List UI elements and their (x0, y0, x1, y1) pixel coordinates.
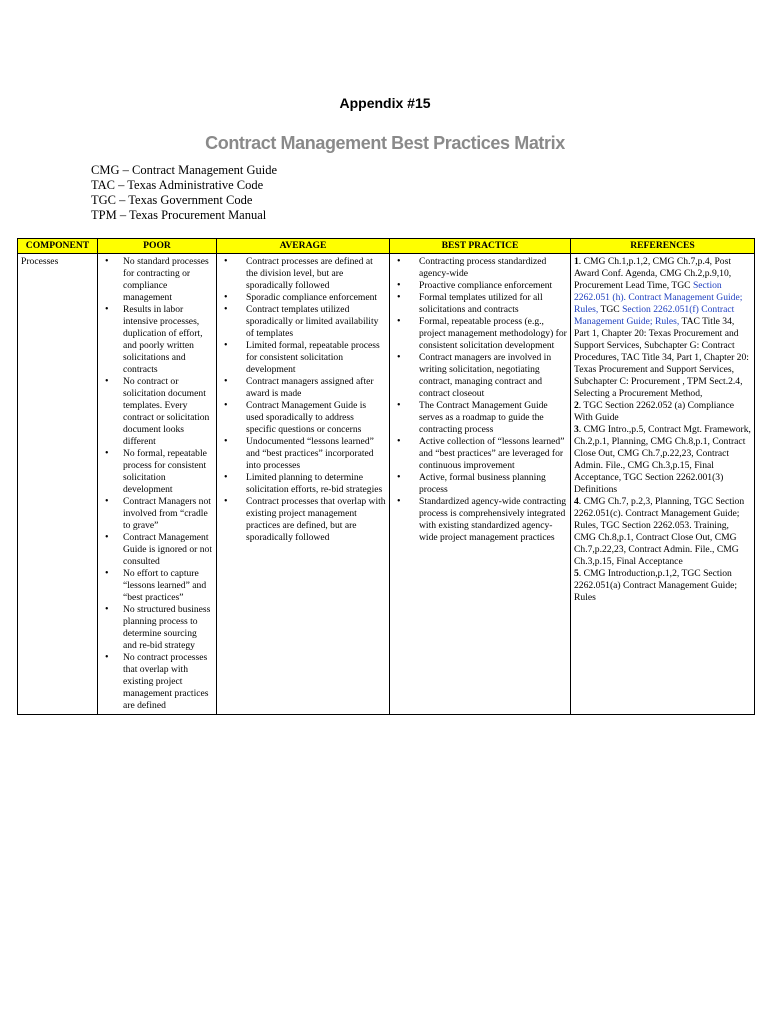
best-practice-cell (390, 254, 571, 715)
reference-1 (574, 256, 751, 400)
appendix-label: Appendix #15 (339, 95, 431, 111)
reference-text: TGC (598, 304, 623, 315)
references-cell (571, 254, 755, 715)
poor-item: • No formal, repeatable process for consistent solicitation development (101, 448, 213, 496)
header-component: COMPONENT (18, 239, 98, 254)
best-practice-item: • The Contract Management Guide serves as a roadmap to guide the contracting process (393, 400, 567, 436)
average-item: • Sporadic compliance enforcement (220, 292, 386, 304)
best-practices-matrix (17, 238, 755, 715)
reference-4 (574, 496, 751, 568)
reference-text: . CMG Intro.,p.5, Contract Mgt. Framework, Ch.2,p.1, Planning, CMG Ch.8,p.1, Contract Close Out, CMG Ch.7,p.22,23, Contract Admin. File., CMG Ch.3,p.15, Final Acceptance, TGC Section 2262.001(3) Definitions (574, 424, 751, 495)
average-item: • Contract managers assigned after award is made (220, 376, 386, 400)
poor-item: • No structured business planning process to determine sourcing and re-bid strategy (101, 604, 213, 652)
average-item: • Limited planning to determine solicitation efforts, re-bid strategies (220, 472, 386, 496)
poor-item: • Results in labor intensive processes, duplication of effort, and poorly written solicitations and contracts (101, 304, 213, 376)
best-practice-item: • Active, formal business planning process (393, 472, 567, 496)
reference-number: 5 (574, 568, 579, 579)
reference-5 (574, 568, 751, 604)
reference-3 (574, 424, 751, 496)
average-cell (217, 254, 390, 715)
abbreviation-tpm: TPM – Texas Procurement Manual (91, 208, 267, 222)
abbreviation-tgc: TGC – Texas Government Code (91, 193, 253, 207)
reference-text: TAC Title 34, Part 1, Chapter 20: Texas Procurement and Support Services, Subchapter G: Contract Procedures, TAC Title 34, Part 1, Chapter 20: Texas Procurement and Support Services, Subchapter C: Procurement , TPM Sect.2.4, Selecting a Procurement Method, (574, 316, 749, 399)
average-item: • Contract processes that overlap with existing project management practices are defined, but are sporadically followed (220, 496, 386, 544)
best-practice-item: • Contract managers are involved in writing solicitation, negotiating contract, managing contract and contract closeout (393, 352, 567, 400)
reference-number: 4 (574, 496, 579, 507)
reference-text: . CMG Ch.7, p.2,3, Planning, TGC Section 2262.051(c). Contract Management Guide; Rules, TGC Section 2262.053. Training, CMG Ch.8,p.1, Contract Close Out, CMG Ch.7,p.22,23, Contract Admin. File., CMG Ch.3,p.15, Final Acceptance (574, 496, 745, 567)
poor-item: • No contract processes that overlap with existing project management practices are defined (101, 652, 213, 712)
reference-link[interactable]: Section 2262.051 (h). Contract Management Guide; Rules, (574, 280, 743, 315)
poor-item: • Contract Management Guide is ignored or not consulted (101, 532, 213, 568)
best-practice-item: • Proactive compliance enforcement (393, 280, 567, 292)
header-row (18, 239, 755, 254)
best-practice-item: • Active collection of “lessons learned” and “best practices” are leveraged for continuous improvement (393, 436, 567, 472)
reference-text: . CMG Ch.1,p.1,2, CMG Ch.7,p.4, Post Award Conf. Agenda, CMG Ch.2,p.9,10, Procurement Lead Time, TGC (574, 256, 732, 291)
header-references: REFERENCES (571, 239, 755, 254)
table-row (18, 254, 755, 715)
header-best-practice: BEST PRACTICE (390, 239, 571, 254)
average-item: • Contract templates utilized sporadically or limited availability of templates (220, 304, 386, 340)
reference-2 (574, 400, 751, 424)
poor-cell (98, 254, 217, 715)
best-practice-item: • Formal, repeatable process (e.g., project management methodology) for consistent solicitation development (393, 316, 567, 352)
average-item: • Undocumented “lessons learned” and “best practices” incorporated into processes (220, 436, 386, 472)
document-title: Contract Management Best Practices Matrix (205, 133, 565, 153)
header-poor: POOR (98, 239, 217, 254)
abbreviation-tac: TAC – Texas Administrative Code (91, 178, 264, 192)
best-practice-item: • Standardized agency-wide contracting process is comprehensively integrated with existing standardized agency-wide project management practices (393, 496, 567, 544)
best-practice-item: • Formal templates utilized for all solicitations and contracts (393, 292, 567, 316)
abbreviation-cmg: CMG – Contract Management Guide (91, 163, 278, 177)
abbreviation-list (91, 163, 277, 223)
poor-item: • No contract or solicitation document templates. Every contract or solicitation document looks different (101, 376, 213, 448)
reference-link[interactable]: Section 2262.051(f) Contract Management Guide; Rules, (574, 304, 735, 327)
poor-item: • Contract Managers not involved from “cradle to grave” (101, 496, 213, 532)
reference-text: . CMG Introduction,p.1,2, TGC Section 2262.051(a) Contract Management Guide; Rules (574, 568, 738, 603)
poor-item: • No standard processes for contracting or compliance management (101, 256, 213, 304)
reference-number: 1 (574, 256, 579, 267)
average-item: • Limited formal, repeatable process for consistent solicitation development (220, 340, 386, 376)
reference-number: 2 (574, 400, 579, 411)
header-average: AVERAGE (217, 239, 390, 254)
average-item: • Contract processes are defined at the division level, but are sporadically followed (220, 256, 386, 292)
component-cell: Processes (18, 254, 98, 715)
reference-number: 3 (574, 424, 579, 435)
poor-item: • No effort to capture “lessons learned” and “best practices” (101, 568, 213, 604)
best-practice-item: • Contracting process standardized agency-wide (393, 256, 567, 280)
reference-text: . TGC Section 2262.052 (a) Compliance With Guide (574, 400, 734, 423)
average-item: • Contract Management Guide is used sporadically to address specific questions or concerns (220, 400, 386, 436)
